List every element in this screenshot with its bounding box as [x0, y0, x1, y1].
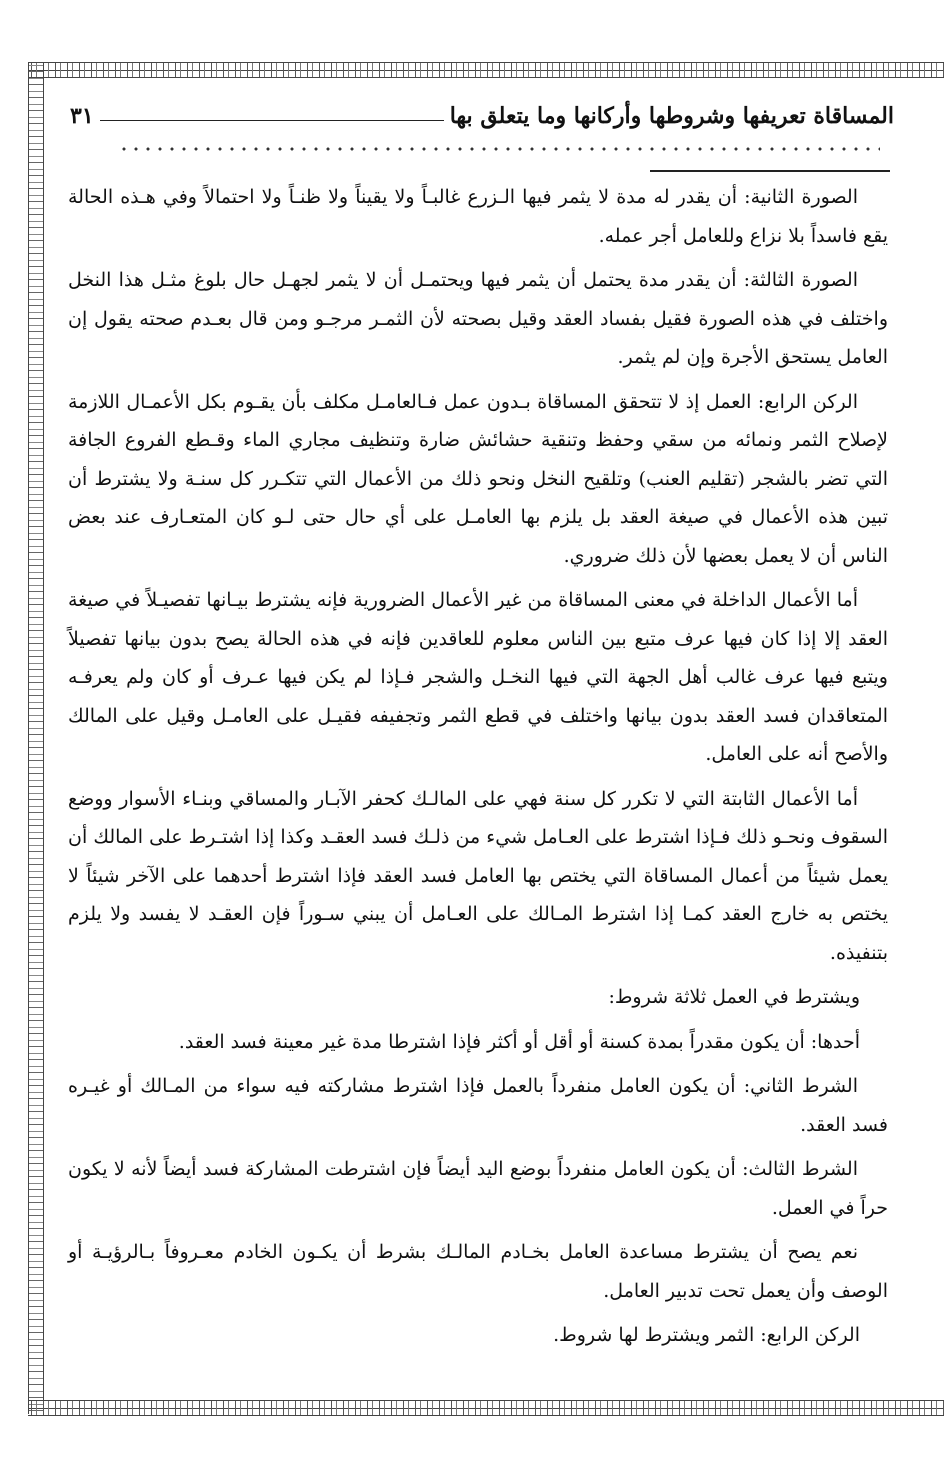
condition-third: الشرط الثالث: أن يكون العامل منفرداً بوضع اليد أيضاً فإن اشترطت المشاركة فسد أيضاً لأنه لا يكون حراً في العمل.	[68, 1158, 888, 1219]
paragraph-additional-works: أما الأعمال الداخلة في معنى المساقاة من غير الأعمال الضرورية فإنه يشترط بيـانها تفصيـلاً في صيغة العقد إلا إذا كان فيها عرف متبع بين الناس معلوم للعاقدين فإنه في هذه الحالة يصح بدون بيانها تفصيلاً ويتبع فيها عرف غالب أهل الجهة التي فيها النخـل والشجر فـإذا لم يكن فيها عـرف أو كان ولم يعرفـه المتعاقدان فسد العقد بدون بيانها واختلف في قطع الثمر وتجفيفه فقيـل على العامـل وقيل على المالك والأصح أنه على العامل.	[68, 589, 888, 765]
paragraph-form-two: الصورة الثانية: أن يقدر له مدة لا يثمر فيها الـزرع غالبـاً ولا يقيناً ولا ظنـاً ولا احتمالاً وفي هـذه الحالة يقع فاسداً بلا نزاع وللعامل أجر عمله.	[68, 186, 888, 247]
paragraph-pillar-work: الركن الرابع: العمل إذ لا تتحقق المساقاة بـدون عمل فـالعامـل مكلف بأن يقـوم بكل الأعمـال اللازمة لإصلاح الثمر ونمائه من سقي وحفظ وتنقية حشائش ضارة وتنظيف مجاري الماء وقـطع الفروع الجافة التي تضر بالشجر (تقليم العنب) وتلقيح النخل ونحو ذلك من الأعمال التي تتكـرر كل سنـة ولا يشترط أن تبين هذه الأعمال في صيغة العقد بل يلزم بها العامـل على أي حال حتى لـو كان المتعـارف عند بعض الناس أن لا يعمل بعضها لأن ذلك ضروري.	[68, 390, 888, 567]
page-header	[70, 96, 894, 136]
page-number: ٣١	[70, 103, 94, 129]
header-underline	[650, 170, 890, 172]
condition-first: أحدها: أن يكون مقدراً بمدة كسنة أو أقل أو أكثر فإذا اشترطا مدة غير معينة فسد العقد.	[178, 1030, 860, 1053]
conditions-intro: ويشترط في العمل ثلاثة شروط:	[608, 986, 860, 1008]
condition-second: الشرط الثاني: أن يكون العامل منفرداً بالعمل فإذا اشترط مشاركته فيه سواء من المـالك أو غيـره فسد العقد.	[68, 1075, 888, 1136]
body-text	[68, 178, 888, 1361]
header-rule	[100, 120, 444, 121]
paragraph-servant-help: نعم يصح أن يشترط مساعدة العامل بخـادم المالـك بشرط أن يكـون الخادم معـروفاً بـالرؤيـة أو الوصف وأن يعمل تحت تدبير العامل.	[68, 1241, 888, 1302]
ornamental-border-top	[28, 62, 944, 78]
paragraph-form-three: الصورة الثالثة: أن يقدر مدة يحتمل أن يثمر فيها ويحتمـل أن لا يثمر لجهـل حال بلوغ مثـل هذا النخل واختلف في هذه الصورة فقيل بفساد العقد وقيل بصحته لأن الثمـر مرجـو ومن قال بعـدم صحته يقول إن العامل يستحق الأجرة وإن لم يثمر.	[68, 269, 888, 368]
dotted-separator	[118, 146, 880, 152]
running-title: المساقاة تعريفها وشروطها وأركانها وما يتعلق بها	[449, 103, 894, 129]
paragraph-fixed-works: أما الأعمال الثابتة التي لا تكرر كل سنة فهي على المالـك كحفر الآبـار والمساقي وبنـاء الأسوار ووضع السقوف ونحـو ذلك فـإذا اشترط على العـامل شيء من ذلـك فسد العقـد وكذا إذا اشتـرط على المالك أن يعمل شيئاً من أعمال المساقاة التي يختص بها العامل فسد العقد فإذا اشترط أحدهما على الآخر شيئاً لا يختص به خارج العقد كمـا إذا اشترط المـالك على العـامل أن يبني سـوراً فإن العقـد لا يفسد ولا يلزم بتنفيذه.	[68, 787, 888, 964]
ornamental-border-left	[28, 62, 44, 1414]
ornamental-border-bottom	[28, 1400, 944, 1416]
pillar-fruit: الركن الرابع: الثمر ويشترط لها شروط.	[553, 1324, 860, 1346]
